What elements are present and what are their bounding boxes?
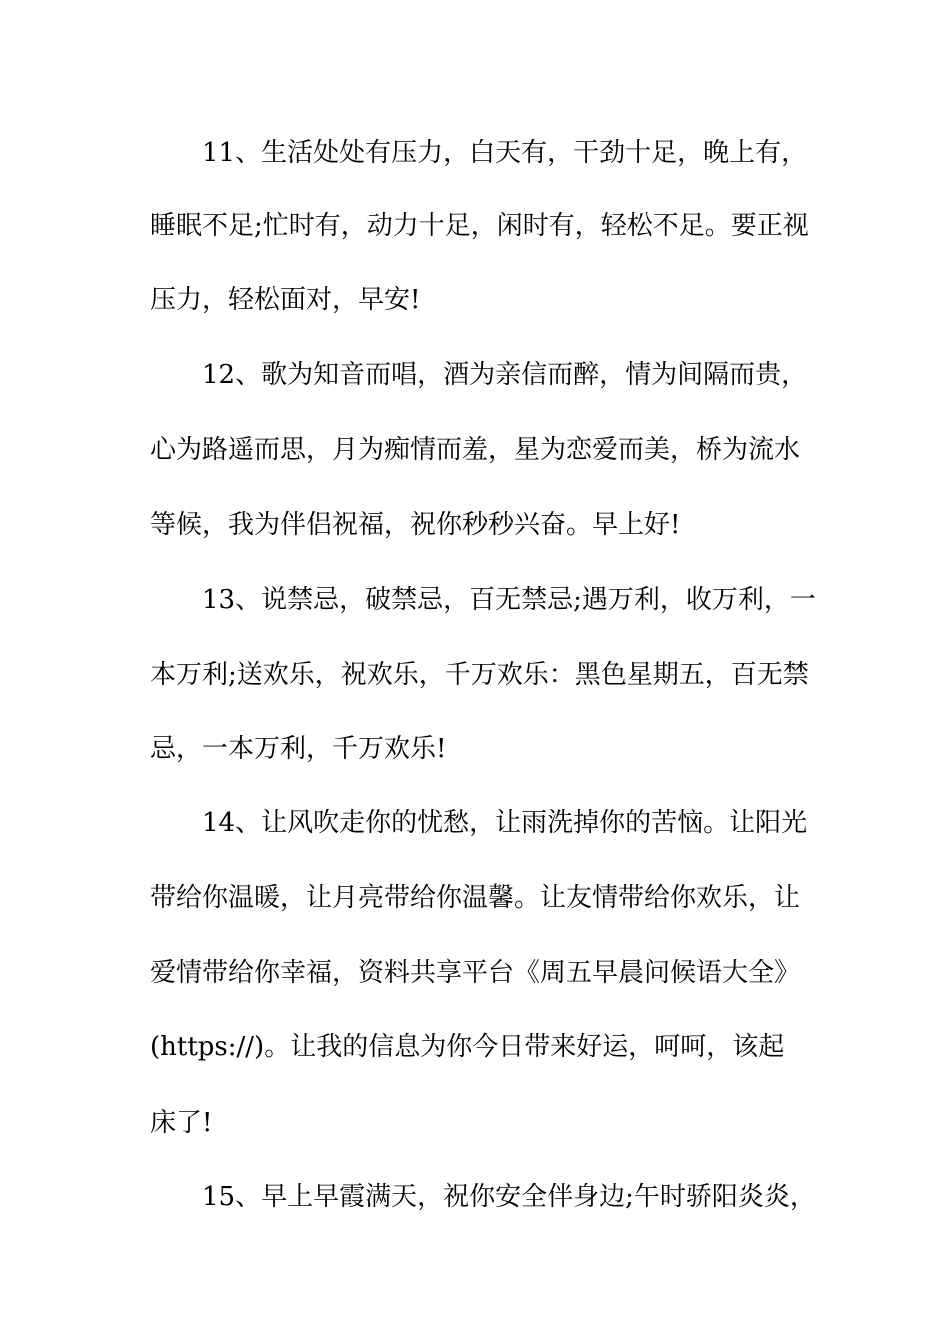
paragraph-14-line-3: 爱情带给你幸福，资料共享平台《周五早晨问候语大全》: [150, 958, 801, 988]
paragraph-11-line-1: 11、生活处处有压力，白天有，干劲十足，晚上有，: [202, 138, 808, 168]
paragraph-12-line-2: 心为路遥而思，月为痴情而羞，星为恋爱而美，桥为流水: [150, 435, 801, 465]
paragraph-12-line-3: 等候，我为伴侣祝福，祝你秒秒兴奋。早上好!: [150, 510, 681, 540]
paragraph-14-line-2: 带给你温暖，让月亮带给你温馨。让友情带给你欢乐，让: [150, 883, 801, 913]
paragraph-13-line-2: 本万利;送欢乐，祝欢乐，千万欢乐：黑色星期五，百无禁: [150, 660, 809, 690]
paragraph-13-line-3: 忌，一本万利，千万欢乐!: [150, 734, 447, 764]
paragraph-13-line-1: 13、说禁忌，破禁忌，百无禁忌;遇万利，收万利，一: [202, 585, 816, 615]
paragraph-11-line-3: 压力，轻松面对，早安!: [150, 285, 421, 315]
paragraph-14-line-4: (https://)。让我的信息为你今日带来好运，呵呵，该起: [150, 1032, 785, 1062]
paragraph-14-line-1: 14、让风吹走你的忧愁，让雨洗掉你的苦恼。让阳光: [202, 808, 808, 838]
paragraph-11-line-2: 睡眠不足;忙时有，动力十足，闲时有，轻松不足。要正视: [150, 211, 809, 241]
paragraph-14-line-5: 床了!: [150, 1108, 213, 1138]
paragraph-12-line-1: 12、歌为知音而唱，酒为亲信而醉，情为间隔而贵，: [202, 360, 808, 390]
paragraph-15-line-1: 15、早上早霞满天，祝你安全伴身边;午时骄阳炎炎，: [202, 1182, 816, 1212]
